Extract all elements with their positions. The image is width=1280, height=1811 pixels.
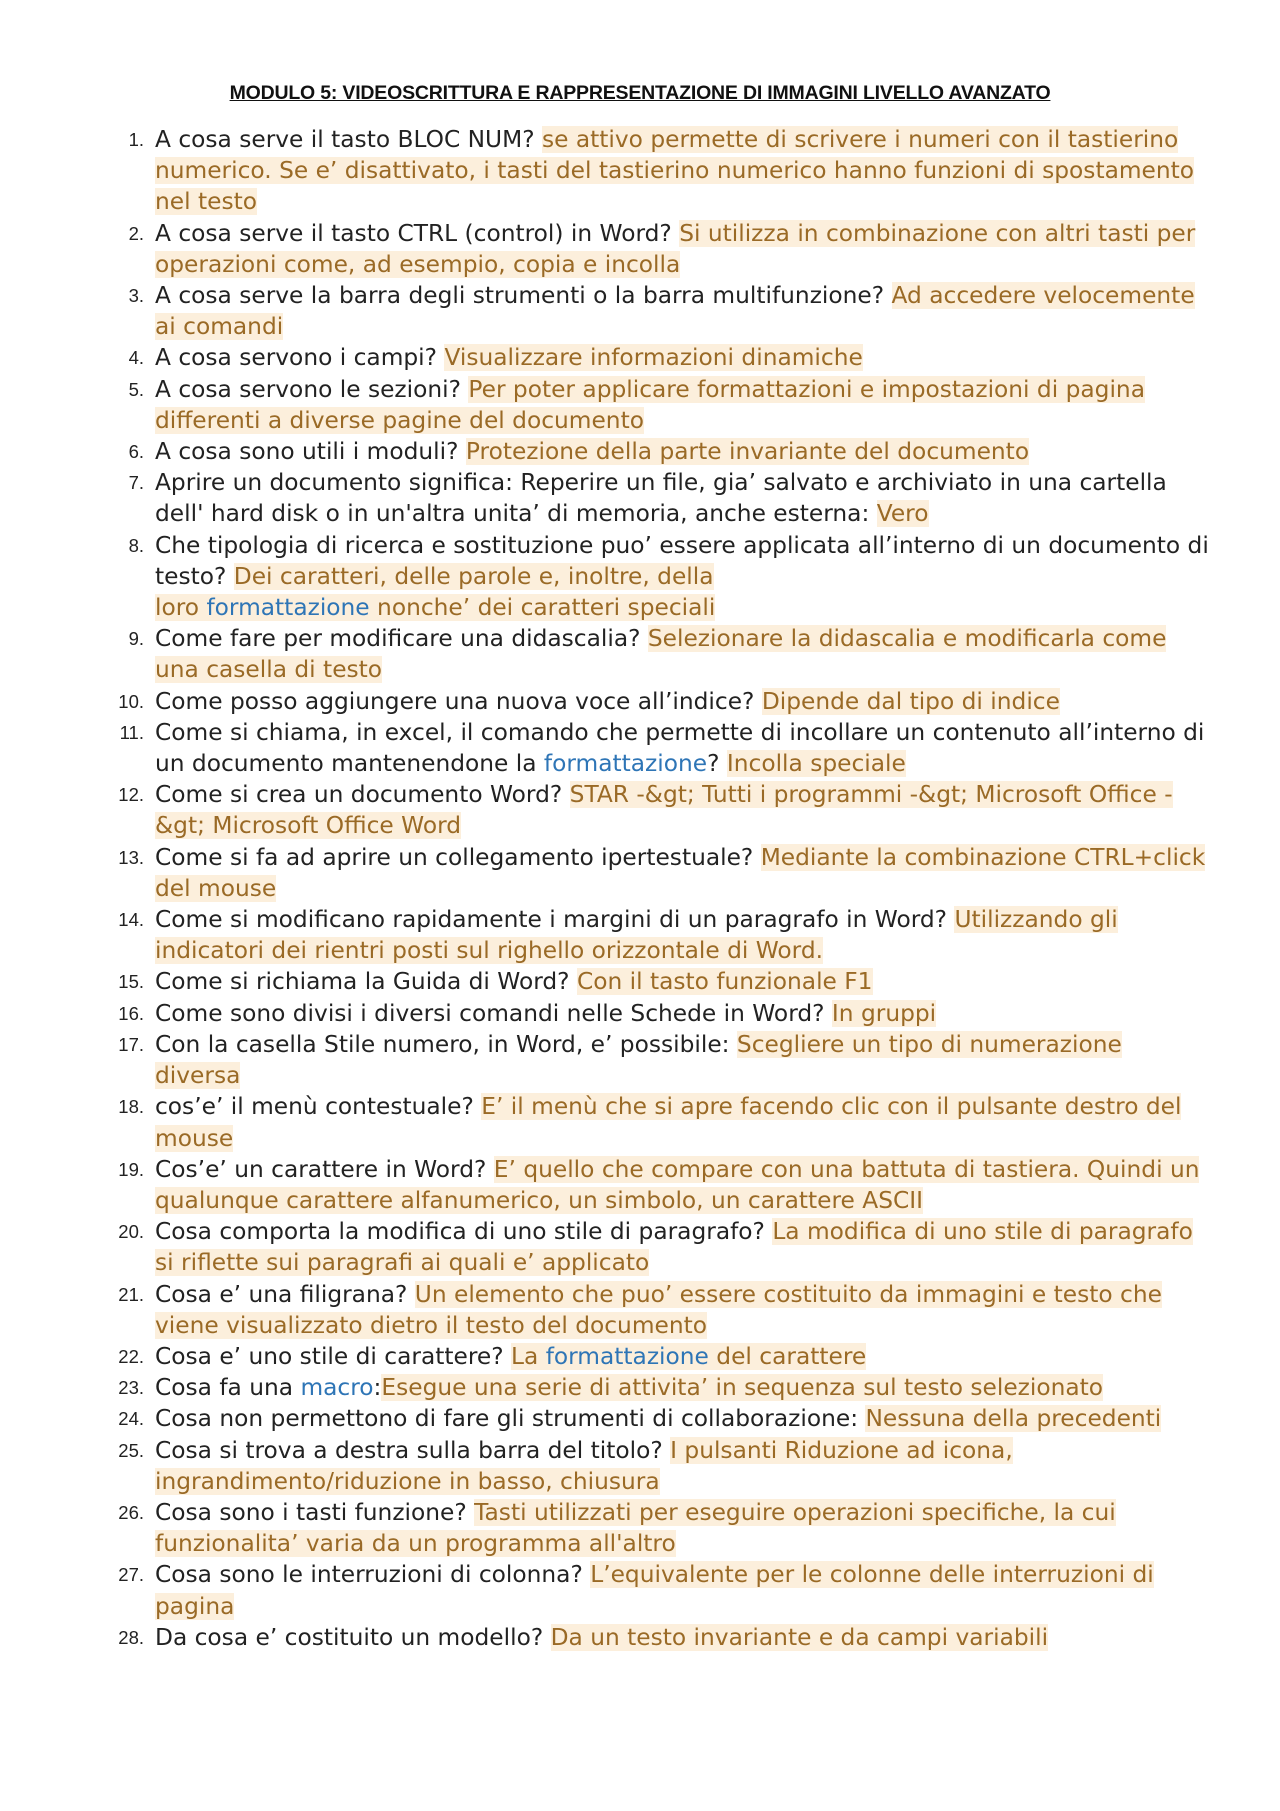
question-text: Cos’e’ un carattere in Word? [155,1155,494,1183]
answer-highlight: In gruppi [831,999,937,1027]
question-text: Come si crea un documento Word? [155,781,570,809]
question-text: Aprire un documento significa: Reperire un file, gia’ salvato e archiviato in una cartella dell' hard disk o in un'altra unita’ di memoria, anche esterna: [155,469,1167,528]
item-number: 25. [118,1439,144,1461]
question-text: Con la casella Stile numero, in Word, e’ possibile: [155,1030,737,1058]
list-item [100,1091,1210,1153]
list-item [100,904,1210,966]
answer-highlight: Da un testo invariante e da campi variabili [550,1623,1049,1651]
answer-highlight: Nessuna della precedenti [865,1405,1162,1433]
answer-highlight: Utilizzando gli indicatori dei rientri posti sul righello orizzontale di Word. [155,906,1118,965]
item-number: 10. [118,690,144,712]
question-text: A cosa servono le sezioni? [155,375,469,403]
answer-highlight: Con il tasto funzionale F1 [576,968,873,996]
list-item [100,218,1210,280]
answer-highlight: E’ quello che compare con una battuta di tastiera. Quindi un qualunque carattere alfanumerico, un simbolo, un carattere ASCII [155,1155,1200,1214]
item-number: 1. [128,129,144,150]
list-item [100,779,1210,841]
list-item [100,717,1210,779]
list-item [100,1029,1210,1091]
list-item [100,530,1210,624]
list-item [100,280,1210,342]
answer-highlight: del carattere [708,1342,867,1370]
item-number: 15. [118,971,144,993]
list-item [100,966,1210,997]
question-text: Come sono divisi i diversi comandi nelle Schede in Word? [155,999,832,1027]
item-number: 12. [118,784,144,806]
question-text: Da cosa e’ costituito un modello? [155,1623,551,1651]
item-number: 17. [118,1033,144,1055]
question-text: Cosa e’ una filigrana? [155,1280,415,1308]
item-number: 21. [118,1283,144,1305]
question-text: Cosa fa una [155,1374,301,1402]
item-number: 19. [118,1158,144,1180]
item-number: 7. [128,472,144,494]
question-answer-list [100,124,1210,1653]
answer-highlight: La [511,1342,546,1370]
answer-highlight: L’equivalente per le colonne delle interruzioni di pagina [155,1561,1154,1620]
item-number: 18. [118,1096,144,1118]
list-item [100,1154,1210,1216]
question-text: Come si modificano rapidamente i margini di un paragrafo in Word? [155,906,955,934]
item-number: 3. [128,285,144,307]
question-text: A cosa serve il tasto BLOC NUM? [155,126,542,153]
list-item [100,842,1210,904]
list-item [100,1435,1210,1497]
question-text: : [373,1374,382,1402]
list-item [100,1341,1210,1372]
item-number: 5. [128,378,144,400]
question-text: ? [707,750,727,778]
list-item [100,1216,1210,1278]
answer-highlight: Mediante la combinazione CTRL+click del mouse [155,843,1206,902]
question-text: Come posso aggiungere una nuova voce all’indice? [155,687,762,715]
answer-highlight: Tasti utilizzati per eseguire operazioni specifiche, la cui funzionalita’ varia da un programma all'altro [155,1498,1116,1558]
list-item [100,1372,1210,1403]
answer-highlight: Visualizzare informazioni dinamiche [444,344,863,372]
answer-highlight: E’ il menù che si apre facendo clic con il pulsante destro del mouse [155,1093,1182,1152]
item-number: 16. [118,1002,144,1024]
term-link[interactable]: formattazione [206,594,370,622]
list-item [100,436,1210,467]
question-text: Cosa sono i tasti funzione? [155,1498,475,1526]
answer-highlight: Vero [876,500,929,528]
question-text: Come fare per modificare una didascalia? [155,625,648,653]
question-text: A cosa sono utili i moduli? [155,438,466,466]
answer-highlight: Si utilizza in combinazione con altri tasti per operazioni come, ad esempio, copia e incolla [155,219,1196,278]
answer-highlight: loro [155,594,207,622]
list-item [100,124,1210,218]
question-text: Che tipologia di ricerca e sostituzione puo’ essere applicata all’interno di un documento di testo? [155,531,1209,590]
item-number: 22. [118,1345,144,1367]
answer-highlight: Esegue una serie di attivita’ in sequenza sul testo selezionato [381,1374,1104,1402]
list-item [100,342,1210,373]
question-text: A cosa serve la barra degli strumenti o la barra multifunzione? [155,282,892,310]
term-link[interactable]: formattazione [543,750,708,778]
answer-highlight: Ad accedere velocemente ai comandi [155,282,1195,341]
question-text: Cosa e’ uno stile di carattere? [155,1342,512,1370]
list-item [100,374,1210,436]
item-number: 6. [128,441,144,463]
question-text: Come si richiama la Guida di Word? [155,968,577,996]
item-number: 24. [118,1408,144,1430]
question-text: Come si fa ad aprire un collegamento ipertestuale? [155,843,761,871]
list-item [100,1559,1210,1621]
document-title: MODULO 5: VIDEOSCRITTURA E RAPPRESENTAZIONE DI IMMAGINI LIVELLO AVANZATO [229,82,1051,104]
list-item [100,623,1210,685]
question-text: Cosa comporta la modifica di uno stile di paragrafo? [155,1218,773,1246]
list-item [100,998,1210,1029]
item-number: 20. [118,1221,144,1243]
list-item [100,467,1210,529]
question-text: A cosa servono i campi? [155,344,445,372]
question-text: A cosa serve il tasto CTRL (control) in Word? [155,219,680,247]
term-link[interactable]: formattazione [545,1342,709,1370]
answer-highlight: I pulsanti Riduzione ad icona, ingrandimento/riduzione in basso, chiusura [155,1436,1013,1495]
answer-highlight: Selezionare la didascalia e modificarla come una casella di testo [155,625,1167,684]
list-item [100,1279,1210,1341]
answer-highlight: STAR -&gt; Tutti i programmi -&gt; Microsoft Office -&gt; Microsoft Office Word [155,781,1173,840]
item-number: 8. [128,534,144,556]
list-item [100,1497,1210,1559]
answer-highlight: Scegliere un tipo di numerazione diversa [155,1030,1122,1090]
list-item [100,686,1210,717]
item-number: 27. [118,1564,144,1586]
question-text: cos’e’ il menù contestuale? [155,1093,482,1121]
list-item [100,1622,1210,1653]
question-text: Come si chiama, in excel, il comando che permette di incollare un contenuto all’interno di un documento mantenendone la [155,718,1205,778]
answer-highlight: Incolla speciale [726,750,906,778]
list-item [100,1403,1210,1434]
answer-highlight: Per poter applicare formattazioni e impostazioni di pagina differenti a diverse pagine del documento [155,375,1145,434]
term-link[interactable]: macro [300,1374,374,1402]
answer-highlight: Dipende dal tipo di indice [761,687,1060,715]
question-text: Cosa si trova a destra sulla barra del titolo? [155,1436,671,1464]
answer-highlight: Dei caratteri, delle parole e, inoltre, della [233,562,714,590]
item-number: 13. [118,846,144,868]
answer-highlight: Protezione della parte invariante del documento [465,438,1030,466]
item-number: 23. [118,1377,144,1399]
item-number: 9. [128,628,144,650]
item-number: 4. [128,347,144,369]
answer-highlight: nonche’ dei caratteri speciali [369,594,716,622]
answer-highlight: Un elemento che puo’ essere costituito da immagini e testo che viene visualizzato dietro il testo del documento [155,1280,1162,1339]
item-number: 14. [118,909,144,931]
item-number: 11. [119,721,144,743]
item-number: 28. [118,1626,144,1648]
question-text: Cosa non permettono di fare gli strumenti di collaborazione: [155,1405,866,1433]
question-text: Cosa sono le interruzioni di colonna? [155,1561,591,1589]
item-number: 26. [118,1501,144,1523]
answer-highlight: se attivo permette di scrivere i numeri con il tastierino numerico. Se e’ disattivato, i tasti del tastierino numerico hanno funzioni di spostamento nel testo [155,126,1195,216]
answer-highlight: La modifica di uno stile di paragrafo si riflette sui paragrafi ai quali e’ applicato [155,1218,1193,1277]
item-number: 2. [128,222,144,244]
